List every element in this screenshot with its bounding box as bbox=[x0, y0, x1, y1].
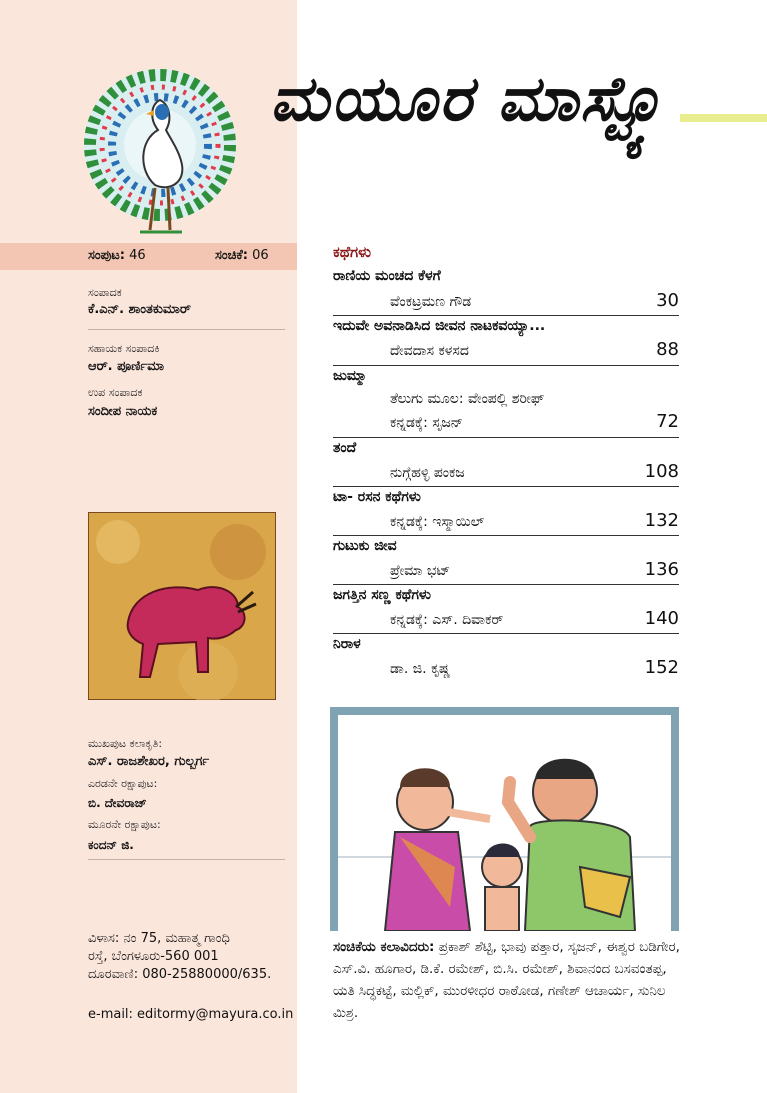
toc-divider bbox=[333, 584, 679, 585]
editor-name: ಕೆ.ಎನ್. ಶಾಂತಕುಮಾರ್ bbox=[88, 302, 191, 317]
peacock-logo bbox=[70, 60, 290, 248]
toc-divider bbox=[333, 315, 679, 316]
toc-entry-title: ಟಾ- ರಸನ ಕಥೆಗಳು bbox=[333, 489, 421, 505]
editor-label: ಸಂಪಾದಕ bbox=[88, 286, 122, 299]
third-cover-label: ಮೂರನೇ ರಕ್ಷಾಪುಟ: bbox=[88, 818, 161, 831]
volume-issue-bar bbox=[0, 243, 297, 270]
assistant-editor-name: ಆರ್. ಪೂರ್ಣಿಮಾ bbox=[88, 359, 165, 374]
address-line-1: ವಿಳಾಸ: ನಂ 75, ಮಹಾತ್ಮ ಗಾಂಧಿ bbox=[88, 931, 230, 946]
toc-entry-page: 132 bbox=[644, 510, 679, 531]
toc-entry-author: ಡಾ. ಜಿ. ಕೃಷ್ಣ bbox=[390, 661, 451, 677]
toc-entry-author: ನುಗ್ಗೆಹಳ್ಳಿ ಪಂಕಜ bbox=[390, 465, 465, 481]
magazine-title: ಮಯೂರ ಮಾಸ್ಟ್ಯೊ bbox=[270, 62, 673, 135]
toc-entry-original-author: ತೆಲುಗು ಮೂಲ: ವೇಂಪಲ್ಲಿ ಶರೀಫ್ bbox=[390, 391, 545, 407]
toc-entry-page: 30 bbox=[656, 290, 679, 311]
title-accent-bar bbox=[680, 114, 767, 122]
deputy-editor-name: ಸಂದೀಪ ನಾಯಕ bbox=[88, 404, 158, 419]
toc-entry-page: 72 bbox=[656, 411, 679, 432]
toc-entry-page: 108 bbox=[644, 461, 679, 482]
cover-artwork-bull bbox=[88, 512, 276, 700]
issue-artists-label: ಸಂಚಿಕೆಯ ಕಲಾವಿದರು: bbox=[333, 939, 435, 955]
toc-divider bbox=[333, 633, 679, 634]
deputy-editor-label: ಉಪ ಸಂಪಾದಕ bbox=[88, 386, 143, 399]
toc-divider bbox=[333, 486, 679, 487]
toc-entry-title: ಜುಮ್ಮಾ bbox=[333, 368, 368, 384]
toc-entry-author: ಕನ್ನಡಕ್ಕೆ: ಇಸ್ಮಾಯಿಲ್ bbox=[390, 514, 485, 530]
assistant-editor-label: ಸಹಾಯಕ ಸಂಪಾದಕಿ bbox=[88, 342, 160, 355]
toc-entry-author: ಕನ್ನಡಕ್ಕೆ: ಎಸ್. ದಿವಾಕರ್ bbox=[390, 612, 504, 628]
toc-entry-page: 140 bbox=[644, 608, 679, 629]
cartoon-illustration bbox=[330, 707, 679, 931]
toc-entry-page: 136 bbox=[644, 559, 679, 580]
toc-divider bbox=[333, 365, 679, 366]
cover-art-name: ಎಸ್. ರಾಜಶೇಖರ, ಗುಲ್ಬರ್ಗ bbox=[88, 754, 210, 769]
address-line-2: ರಸ್ತೆ, ಬೆಂಗಳೂರು-560 001 bbox=[88, 949, 219, 964]
toc-entry-title: ಗುಟುಕು ಜೀವ bbox=[333, 538, 397, 554]
issue-artists-names: ಪ್ರಕಾಶ್ ಶೆಟ್ಟಿ, ಭಾವು ಪತ್ತಾರ, ಸೃಜನ್, ಈಶ್ವರ ಬಡಿಗೇರ, ಎಸ್.ವಿ. ಹೂಗಾರ, ಡಿ.ಕೆ. ರಮೇಶ್, ಬಿ.ಸಿ. ರಮೇಶ್, ಶಿವಾನಂದ ಬಸವಂತಪ್ಪ, ಯತಿ ಸಿದ್ಧಕಟ್ಟೆ, ಮಲ್ಲಿಕ್, ಮುರಳೀಧರ ರಾಠೋಡ, ಗಣೇಶ್ ಆಚಾರ್ಯ, ಸುನಿಲ ಮಿಶ್ರ. bbox=[333, 939, 680, 1021]
cover-art-label: ಮುಖಪುಟ ಕಲಾಕೃತಿ: bbox=[88, 737, 163, 750]
second-cover-label: ಎರಡನೇ ರಕ್ಷಾಪುಟ: bbox=[88, 777, 158, 790]
volume-label: ಸಂಪುಟ: 46 bbox=[88, 248, 146, 263]
phone-line: ದೂರವಾಣಿ: 080-25880000/635. bbox=[88, 967, 272, 982]
toc-entry-author: ವೆಂಕಟ್ರಮಣ ಗೌಡ bbox=[390, 294, 472, 310]
toc-heading: ಕಥೆಗಳು bbox=[333, 243, 372, 261]
toc-entry-title: ಜಗತ್ತಿನ ಸಣ್ಣ ಕಥೆಗಳು bbox=[333, 587, 431, 603]
toc-entry-page: 152 bbox=[644, 657, 679, 678]
toc-entry-author: ಕನ್ನಡಕ್ಕೆ: ಸೃಜನ್ bbox=[390, 415, 464, 431]
toc-divider bbox=[333, 437, 679, 438]
toc-entry-title: ರಾಣಿಯ ಮಂಚದ ಕೆಳಗೆ bbox=[333, 268, 441, 284]
toc-entry-page: 88 bbox=[656, 339, 679, 360]
toc-entry-title: ತಂದೆ bbox=[333, 440, 357, 456]
divider bbox=[88, 329, 285, 330]
boy-figure bbox=[482, 844, 522, 932]
divider bbox=[88, 859, 285, 860]
toc-entry-title: ನಿರಾಳ bbox=[333, 636, 361, 652]
toc-entry-title: ಇದುವೇ ಅವನಾಡಿಸಿದ ಜೀವನ ನಾಟಕವಯ್ಯಾ... bbox=[333, 318, 546, 334]
second-cover-name: ಬಿ. ದೇವರಾಜ್ bbox=[88, 796, 147, 810]
issue-label: ಸಂಚಿಕೆ: 06 bbox=[215, 248, 269, 263]
toc-divider bbox=[333, 535, 679, 536]
third-cover-name: ಕಂದನ್ ಜಿ. bbox=[88, 838, 134, 852]
toc-entry-author: ದೇವದಾಸ ಕಳಸದ bbox=[390, 343, 469, 359]
email-line: e-mail: editormy@mayura.co.in bbox=[88, 1007, 294, 1022]
toc-entry-author: ಪ್ರೇಮಾ ಭಟ್ bbox=[390, 563, 451, 579]
issue-artists-credits bbox=[333, 936, 683, 1024]
